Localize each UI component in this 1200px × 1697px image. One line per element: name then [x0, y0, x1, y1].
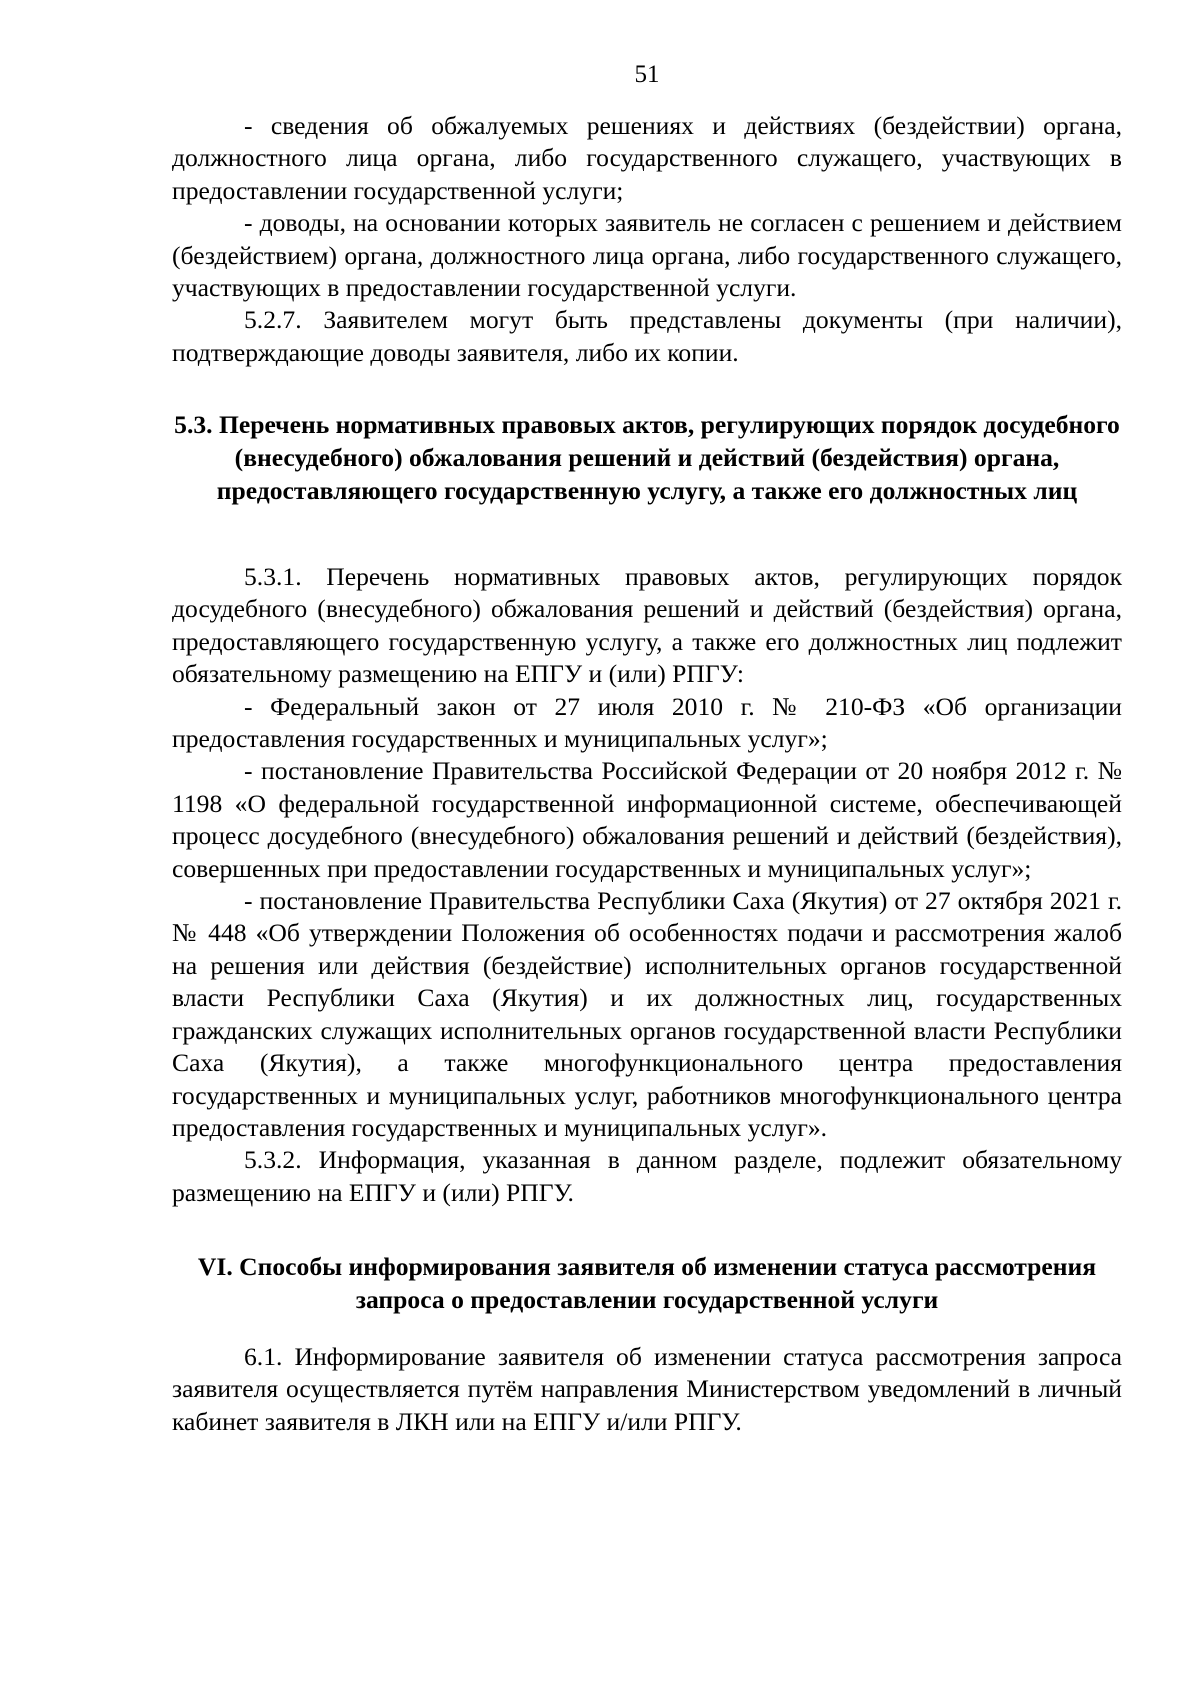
section-5-3-body [172, 561, 1122, 1209]
list-item: - Федеральный закон от 27 июля 2010 г. № 210-ФЗ «Об организации предоставления государственных и муниципальных услуг»; [172, 691, 1122, 754]
paragraph: - доводы, на основании которых заявитель не согласен с решением и действием (бездействием) органа, должностного лица органа, либо государственного служащего, участвующих в предоставлении государственной услуги. [172, 208, 1122, 303]
list-item: - постановление Правительства Российской Федерации от 20 ноября 2012 г. № 1198 «О федеральной государственной информационной системе, обеспечивающей процесс досудебного (внесудебного) обжалования решений и действий (бездействия), совершенных при предоставлении государственных и муниципальных услуг»; [172, 756, 1122, 883]
section-5-2-tail [172, 110, 1122, 369]
paragraph: 5.3.1. Перечень нормативных правовых актов, регулирующих порядок досудебного (внесудебного) обжалования решений и действий (бездействия) органа, предоставляющего государственную услугу, а также его должностных лиц подлежит обязательному размещению на ЕПГУ и (или) РПГУ: [172, 562, 1122, 689]
paragraph: 6.1. Информирование заявителя об изменении статуса рассмотрения запроса заявителя осуществляется путём направления Министерством уведомлений в личный кабинет заявителя в ЛКН или на ЕПГУ и/или РПГУ. [172, 1342, 1122, 1436]
paragraph: 5.2.7. Заявителем могут быть представлены документы (при наличии), подтверждающие доводы заявителя, либо их копии. [172, 305, 1122, 367]
section-6-body [172, 1341, 1122, 1438]
section-5-3-header [172, 408, 1122, 507]
paragraph: 5.3.2. Информация, указанная в данном разделе, подлежит обязательному размещению на ЕПГУ и (или) РПГУ. [172, 1145, 1122, 1207]
paragraph: - сведения об обжалуемых решениях и действиях (бездействии) органа, должностного лица органа, либо государственного служащего, участвующих в предоставлении государственной услуги; [172, 111, 1122, 205]
page-number: 51 [634, 61, 660, 88]
list-item: - постановление Правительства Республики Саха (Якутия) от 27 октября 2021 г. № 448 «Об утверждении Положения об особенностях подачи и рассмотрения жалоб на решения или действия (бездействие) исполнительных органов государственной власти Республики Саха (Якутия) и их должностных лиц, государственных гражданских служащих исполнительных органов государственной власти Республики Саха (Якутия), а также многофункционального центра предоставления государственных и муниципальных услуг, работников многофункционального центра предоставления государственных и муниципальных услуг». [172, 886, 1122, 1142]
section-heading: 5.3. Перечень нормативных правовых актов, регулирующих порядок досудебного (внесудебного) обжалования решений и действий (бездействия) органа, предоставляющего государственную услугу, а также его должностных лиц [174, 410, 1120, 505]
section-heading: VI. Способы информирования заявителя об изменении статуса рассмотрения запроса о предоставлении государственной услуги [197, 1252, 1097, 1314]
section-6-header [172, 1250, 1122, 1316]
